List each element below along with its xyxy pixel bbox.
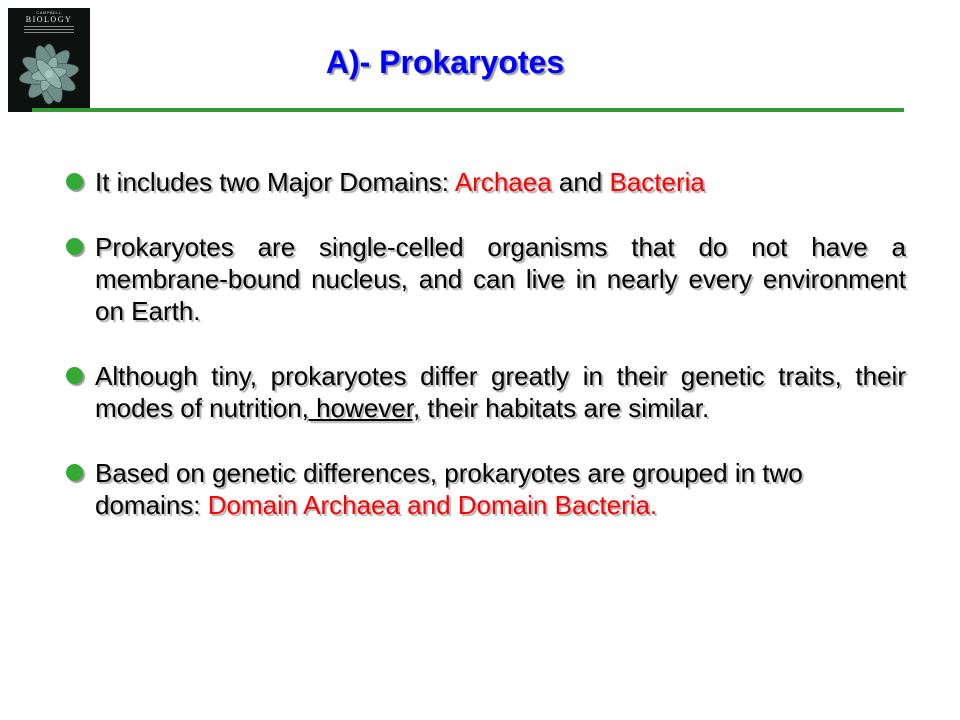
- bullet-text: their habitats are similar.: [420, 393, 710, 423]
- bullet-text: Prokaryotes are single-celled organisms that do not have a membrane-bound nucleus, and can live in nearly every environment on Earth.: [95, 232, 906, 326]
- bullet-item-domains: [66, 166, 906, 198]
- succulent-plant-illustration: [8, 34, 90, 112]
- bullet-text: It includes two Major Domains:: [95, 167, 455, 197]
- bullet-list: [66, 166, 906, 554]
- slide-title: A)- Prokaryotes: [325, 44, 565, 80]
- cover-publisher: CAMPBELL: [36, 10, 62, 15]
- highlight-bacteria: Bacteria: [609, 167, 705, 197]
- bullet-dot-icon: [66, 367, 83, 384]
- cover-title: BIOLOGY: [25, 15, 73, 24]
- title-divider: [32, 108, 904, 112]
- bullet-item-definition: [66, 231, 906, 327]
- bullet-dot-icon: [66, 238, 83, 255]
- highlight-archaea: Archaea: [454, 167, 552, 197]
- bullet-item-diversity: [66, 360, 906, 424]
- bullet-text: and: [551, 167, 610, 197]
- bullet-dot-icon: [66, 173, 83, 190]
- bullet-dot-icon: [66, 464, 83, 481]
- highlight-domains: Domain Archaea and Domain Bacteria.: [207, 490, 658, 520]
- underlined-however: , however,: [301, 393, 421, 423]
- book-cover-image: [8, 8, 90, 112]
- bullet-item-grouping: [66, 457, 906, 521]
- bullet-text: Based on genetic differences, prokaryotes are grouped in two domains:: [95, 458, 803, 520]
- bullet-text: Although tiny, prokaryotes differ greatly in their genetic traits, their modes of nutrition: [95, 361, 906, 423]
